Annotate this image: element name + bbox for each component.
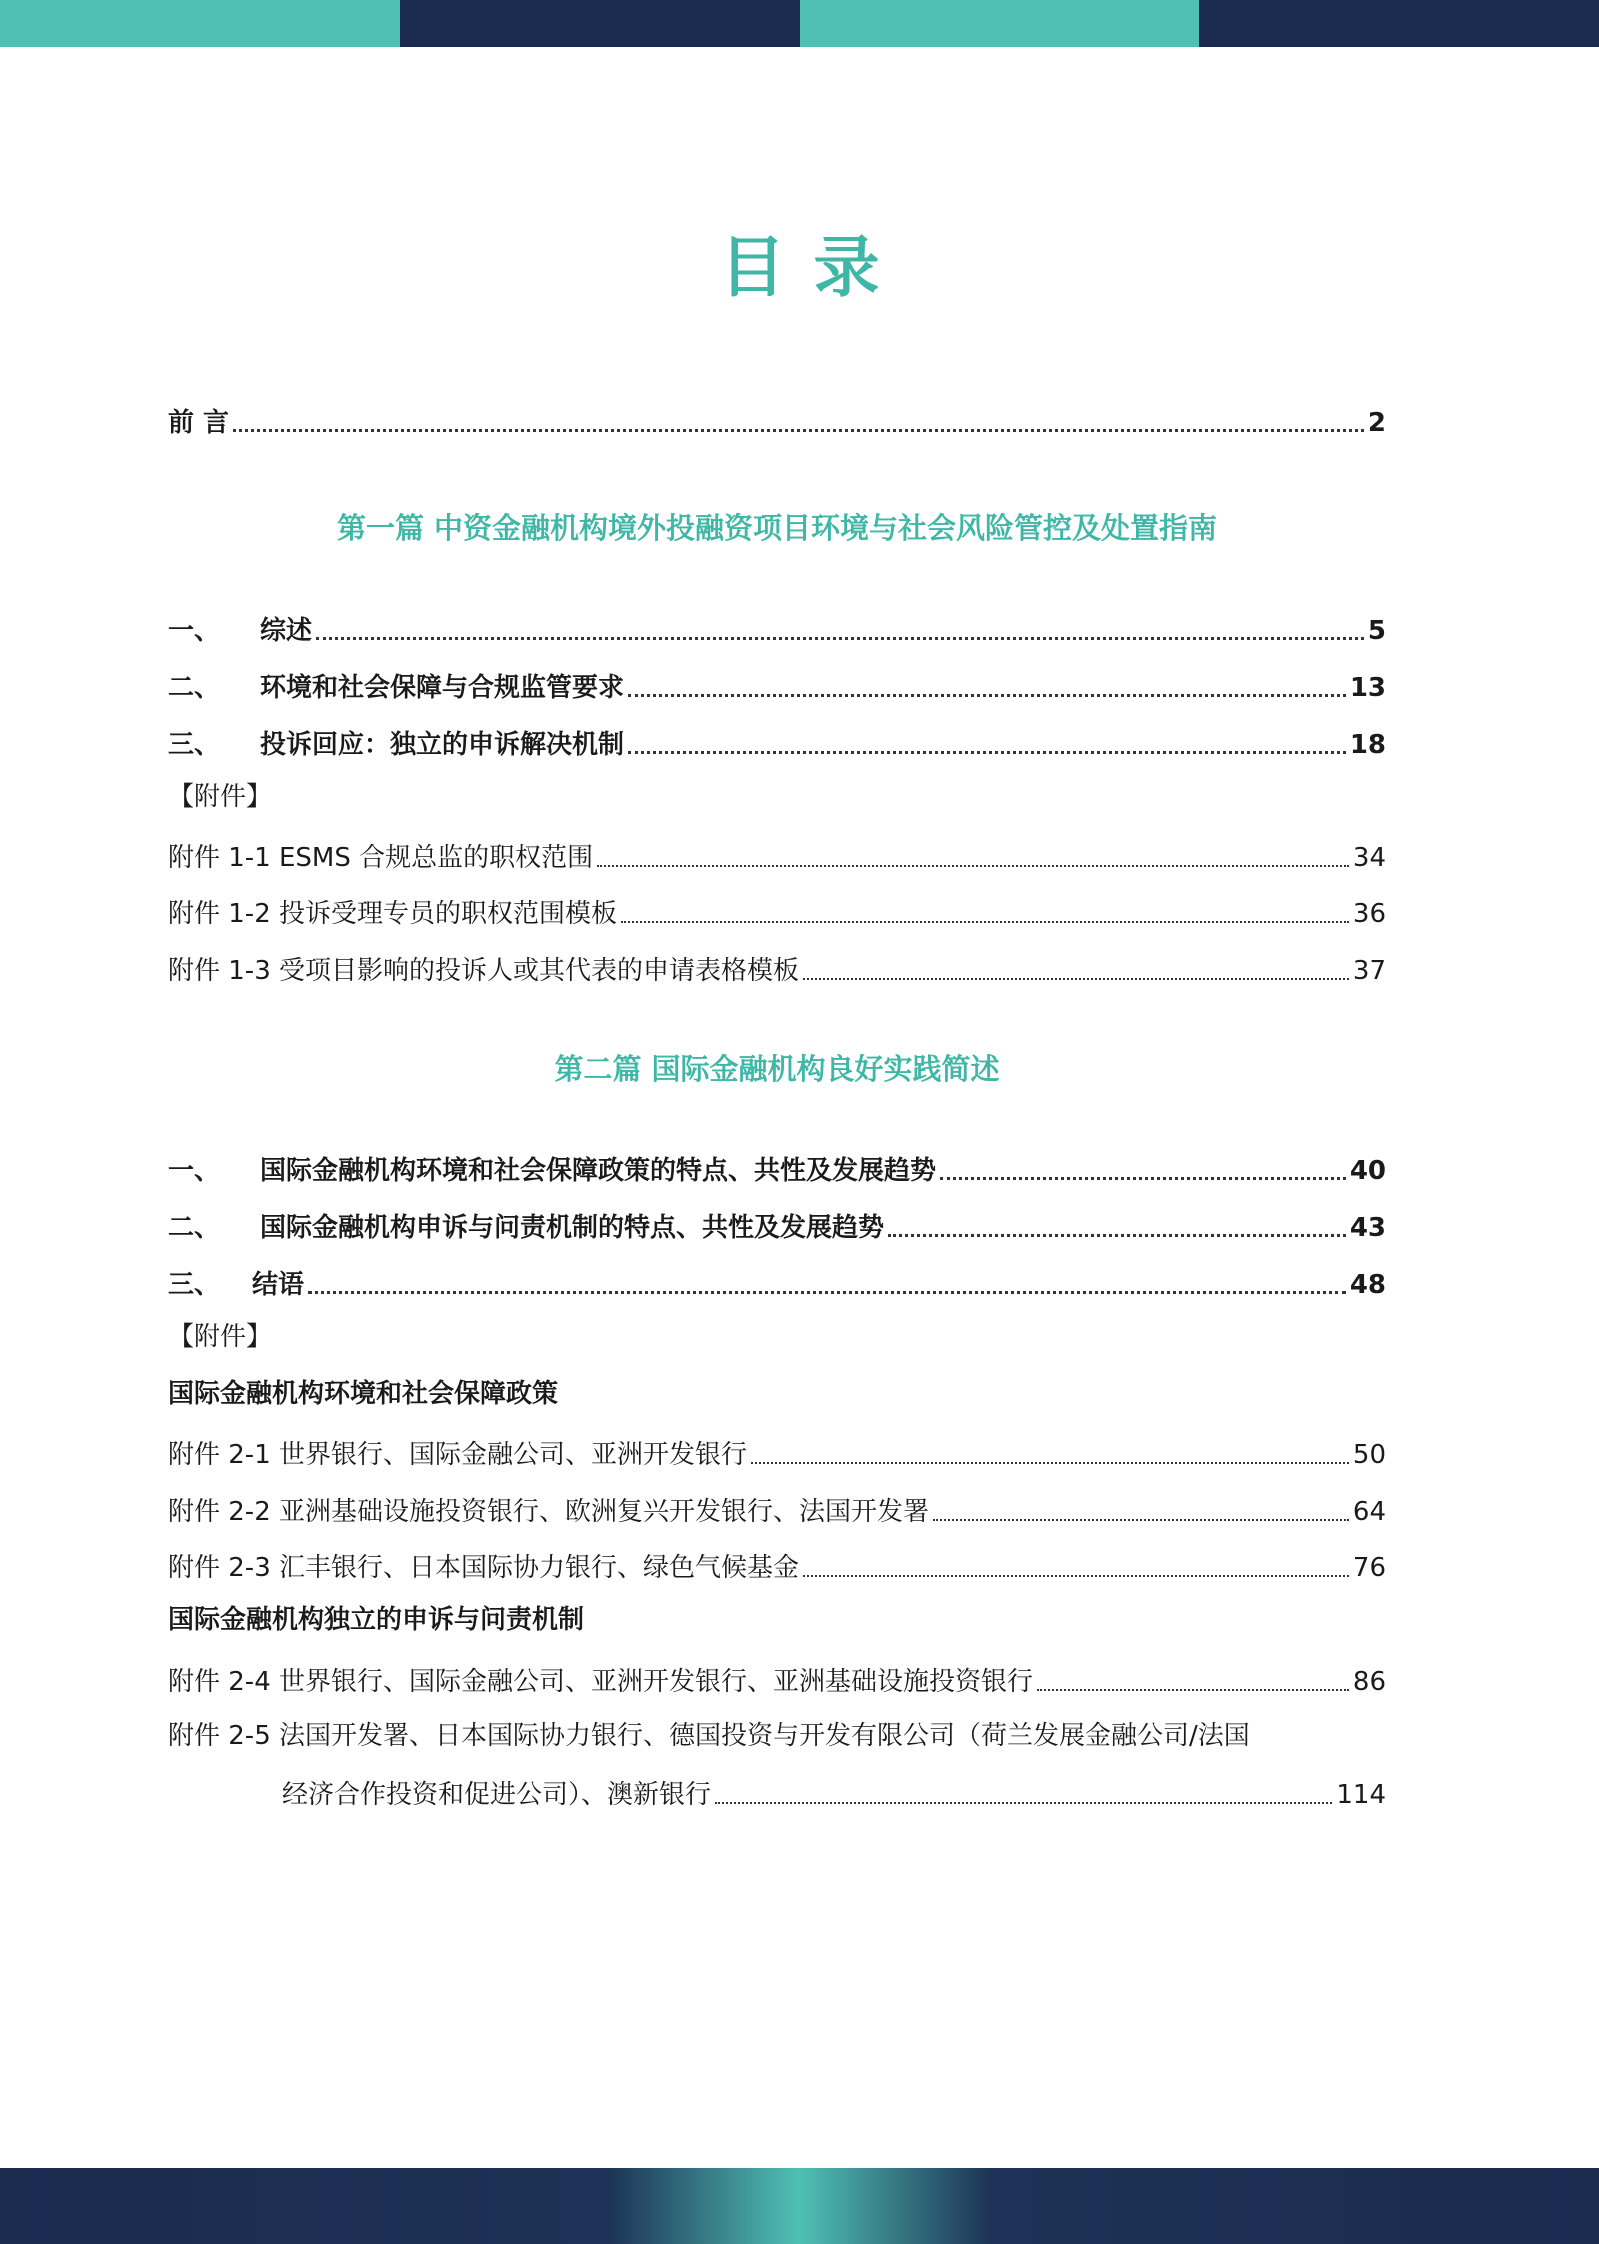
- leader-dots: [1037, 1689, 1349, 1691]
- toc-entry-part1-section-3[interactable]: [168, 722, 1386, 762]
- toc-entry-label: 附件 2-1 世界银行、国际金融公司、亚洲开发银行: [168, 1440, 747, 1470]
- toc-entry-label: 国际金融机构环境和社会保障政策的特点、共性及发展趋势: [260, 1156, 937, 1186]
- section-number: 一、: [168, 1156, 221, 1186]
- toc-entry-label: 附件 2-2 亚洲基础设施投资银行、欧洲复兴开发银行、法国开发署: [168, 1497, 929, 1527]
- toc-entry-label: 投诉回应：独立的申诉解决机制: [260, 730, 625, 760]
- leader-dots: [316, 637, 1364, 640]
- toc-entry-part2-section-2[interactable]: [168, 1205, 1386, 1245]
- toc-entry-attachment-1-1[interactable]: [168, 835, 1386, 875]
- toc-entry-preface[interactable]: [168, 400, 1386, 440]
- top-band-navy-2: [1199, 0, 1599, 47]
- bottom-gradient-band: [0, 2168, 1599, 2244]
- top-band-navy-1: [400, 0, 800, 47]
- leader-dots: [888, 1234, 1346, 1237]
- toc-entry-part2-section-1[interactable]: [168, 1148, 1386, 1188]
- attachment-group-title: 国际金融机构独立的申诉与问责机制: [168, 1605, 585, 1635]
- page-title: 目录: [719, 229, 908, 306]
- toc-entry-attachment-2-3[interactable]: [168, 1545, 1386, 1585]
- section-number: 三、: [168, 730, 221, 760]
- toc-entry-page: 5: [1367, 616, 1386, 646]
- part1-heading: 第一篇 中资金融机构境外投融资项目环境与社会风险管控及处置指南: [336, 511, 1218, 545]
- toc-entry-label: 附件 1-3 受项目影响的投诉人或其代表的申请表格模板: [168, 956, 799, 986]
- leader-dots: [308, 1291, 1346, 1294]
- toc-entry-attachment-1-2[interactable]: [168, 891, 1386, 931]
- toc-entry-part1-section-1[interactable]: [168, 608, 1386, 648]
- toc-entry-label: 结语: [252, 1270, 305, 1300]
- toc-entry-attachment-2-1[interactable]: [168, 1432, 1386, 1472]
- toc-entry-label: 附件 2-3 汇丰银行、日本国际协力银行、绿色气候基金: [168, 1553, 799, 1583]
- leader-dots: [803, 1575, 1349, 1577]
- leader-dots: [940, 1177, 1346, 1180]
- section-number: 三、: [168, 1270, 221, 1300]
- part2-heading: 第二篇 国际金融机构良好实践简述: [554, 1052, 1000, 1086]
- toc-entry-page: 76: [1352, 1553, 1386, 1583]
- toc-entry-page: 48: [1349, 1270, 1386, 1300]
- toc-entry-label: 环境和社会保障与合规监管要求: [260, 673, 625, 703]
- toc-entry-page: 40: [1349, 1156, 1386, 1186]
- toc-entry-label: 附件 1-2 投诉受理专员的职权范围模板: [168, 899, 617, 929]
- part2-attachments-label: 【附件】: [168, 1322, 273, 1352]
- leader-dots: [597, 865, 1349, 867]
- toc-entry-page: 18: [1349, 730, 1386, 760]
- toc-entry-label: 附件 1-1 ESMS 合规总监的职权范围: [168, 843, 594, 873]
- section-number: 二、: [168, 673, 221, 703]
- toc-entry-attachment-2-4[interactable]: [168, 1659, 1386, 1699]
- toc-entry-attachment-2-5[interactable]: [282, 1772, 1386, 1812]
- toc-entry-part1-section-2[interactable]: [168, 665, 1386, 705]
- top-color-band: [0, 0, 1599, 47]
- toc-entry-label: 国际金融机构申诉与问责机制的特点、共性及发展趋势: [260, 1213, 885, 1243]
- part1-attachments-label: 【附件】: [168, 782, 273, 812]
- toc-entry-label: 附件 2-4 世界银行、国际金融公司、亚洲开发银行、亚洲基础设施投资银行: [168, 1667, 1033, 1697]
- toc-entry-attachment-2-2[interactable]: [168, 1489, 1386, 1529]
- section-number: 一、: [168, 616, 221, 646]
- leader-dots: [628, 751, 1346, 754]
- leader-dots: [751, 1462, 1349, 1464]
- toc-entry-page: 13: [1349, 673, 1386, 703]
- leader-dots: [233, 429, 1364, 432]
- toc-entry-page: 34: [1352, 843, 1386, 873]
- leader-dots: [933, 1519, 1349, 1521]
- leader-dots: [803, 978, 1349, 980]
- attachment-group-title: 国际金融机构环境和社会保障政策: [168, 1379, 559, 1409]
- toc-entry-page: 36: [1352, 899, 1386, 929]
- leader-dots: [628, 694, 1346, 697]
- top-band-teal-1: [0, 0, 400, 47]
- section-number: 二、: [168, 1213, 221, 1243]
- toc-entry-part2-section-3[interactable]: [168, 1262, 1386, 1302]
- toc-entry-page: 43: [1349, 1213, 1386, 1243]
- toc-entry-page: 50: [1352, 1440, 1386, 1470]
- toc-entry-attachment-2-5-line1[interactable]: 附件 2-5 法国开发署、日本国际协力银行、德国投资与开发有限公司（荷兰发展金融公司/法国: [168, 1721, 1250, 1751]
- toc-entry-page: 86: [1352, 1667, 1386, 1697]
- toc-entry-label: 经济合作投资和促进公司）、澳新银行: [282, 1780, 712, 1810]
- top-band-teal-2: [800, 0, 1200, 47]
- toc-entry-attachment-1-3[interactable]: [168, 948, 1386, 988]
- toc-entry-page: 114: [1336, 1780, 1386, 1810]
- toc-entry-page: 64: [1352, 1497, 1386, 1527]
- toc-entry-label: 前 言: [168, 408, 230, 438]
- toc-entry-label: 综述: [260, 616, 313, 646]
- leader-dots: [621, 921, 1349, 923]
- toc-entry-page: 37: [1352, 956, 1386, 986]
- leader-dots: [715, 1802, 1332, 1804]
- toc-entry-page: 2: [1367, 408, 1386, 438]
